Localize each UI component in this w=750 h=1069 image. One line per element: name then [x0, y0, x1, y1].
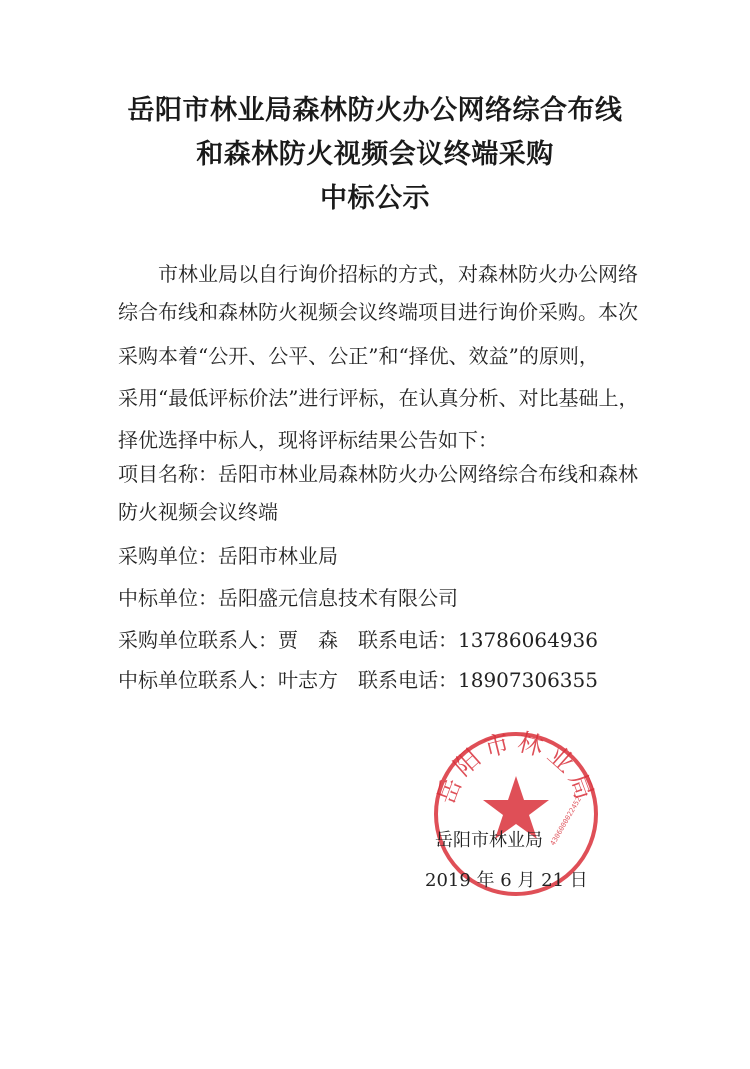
project-name-line-2: 防火视频会议终端: [118, 500, 278, 524]
winner-line: 中标单位：岳阳盛元信息技术有限公司: [118, 586, 458, 610]
body-line-3: 采购本着“公开、公平、公正”和“择优、效益”的原则，: [118, 344, 599, 368]
body-line-1: 市林业局以自行询价招标的方式，对森林防火办公网络: [158, 262, 638, 286]
project-name-line-1: 项目名称：岳阳市林业局森林防火办公网络综合布线和森林: [118, 462, 638, 486]
purchaser-contact-line: 采购单位联系人：贾 森 联系电话：13786064936: [118, 628, 598, 652]
signature-date: 2019 年 6 月 21 日: [425, 870, 588, 891]
seal-text: 岳阳市林业局: [431, 728, 601, 808]
body-line-5: 择优选择中标人，现将评标结果公告如下：: [118, 428, 498, 452]
seal-serial: 4306000022452: [548, 795, 584, 847]
title-line-1: 岳阳市林业局森林防火办公网络综合布线: [127, 95, 623, 126]
purchaser-line: 采购单位：岳阳市林业局: [118, 544, 338, 568]
body-line-4: 采用“最低评标价法”进行评标，在认真分析、对比基础上，: [118, 386, 639, 410]
title-line-3: 中标公示: [320, 183, 430, 214]
title-line-2: 和森林防火视频会议终端采购: [196, 139, 554, 170]
signature-org: 岳阳市林业局: [435, 830, 543, 851]
body-line-2: 综合布线和森林防火视频会议终端项目进行询价采购。本次: [118, 300, 638, 324]
winner-contact-line: 中标单位联系人：叶志方 联系电话：18907306355: [118, 668, 598, 692]
